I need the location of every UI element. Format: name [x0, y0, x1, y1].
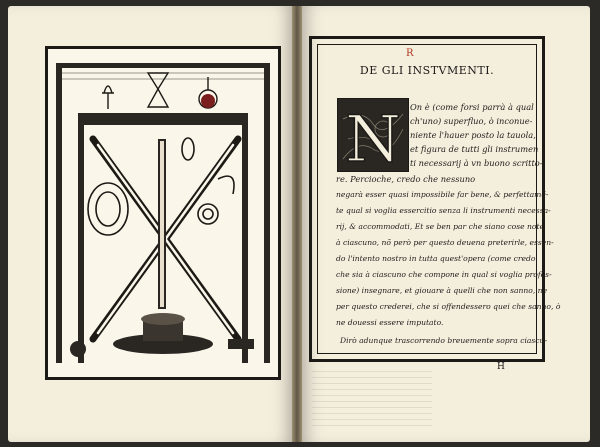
initial-ornament — [338, 99, 408, 171]
catch-line: Dirò adunque trascorrendo breuemente sopra ciascu- — [340, 336, 548, 345]
initial-letter: N — [345, 103, 401, 171]
body-line: niente l'hauer posto la tauola, — [410, 130, 536, 140]
body-line: che sia à ciascuno che compone in qual si voglia profes- — [336, 270, 552, 279]
book-gutter — [292, 6, 302, 442]
body-line: On è (come forsi parrà à qual — [410, 102, 534, 112]
body-line: sione) insegnare, et giouare à quelli che non sanno, ne — [336, 286, 548, 295]
body-line: ti necessarij à vn buono scritto- — [410, 158, 543, 168]
page-heading: DE GLI INSTVMENTI. — [359, 64, 495, 77]
body-line: re. Percioche, credo che nessuno — [336, 174, 476, 184]
body-line: et figura de tutti gli instrumen — [410, 144, 539, 154]
body-line: do l'intento nostro in tutta quest'opera (come credo — [336, 254, 536, 263]
signature-mark-bottom: H — [497, 362, 505, 372]
body-line: per questo crederei, che si offendessero quei che sanno, ò — [336, 302, 561, 311]
body-line: te qual si voglia essercitio senza li instrumenti necessa- — [336, 206, 551, 215]
body-line: ch'uno) superfluo, ò inconue- — [410, 116, 533, 126]
signature-mark-top: R — [406, 48, 414, 59]
instruments-woodcut — [45, 46, 281, 380]
decorated-initial — [337, 98, 409, 172]
body-line: à ciascuno, nõ però per questo deuena preterirle, essen- — [336, 238, 554, 247]
woodcut-drawing — [48, 49, 278, 377]
show-through-text — [312, 366, 432, 426]
body-line: negarà esser quasi impossibile far bene, & perfettamẽ- — [336, 190, 549, 199]
body-line: rij, & accommodati, Et se ben par che siano cose note — [336, 222, 545, 231]
body-line: ne douessi essere imputato. — [336, 318, 444, 327]
